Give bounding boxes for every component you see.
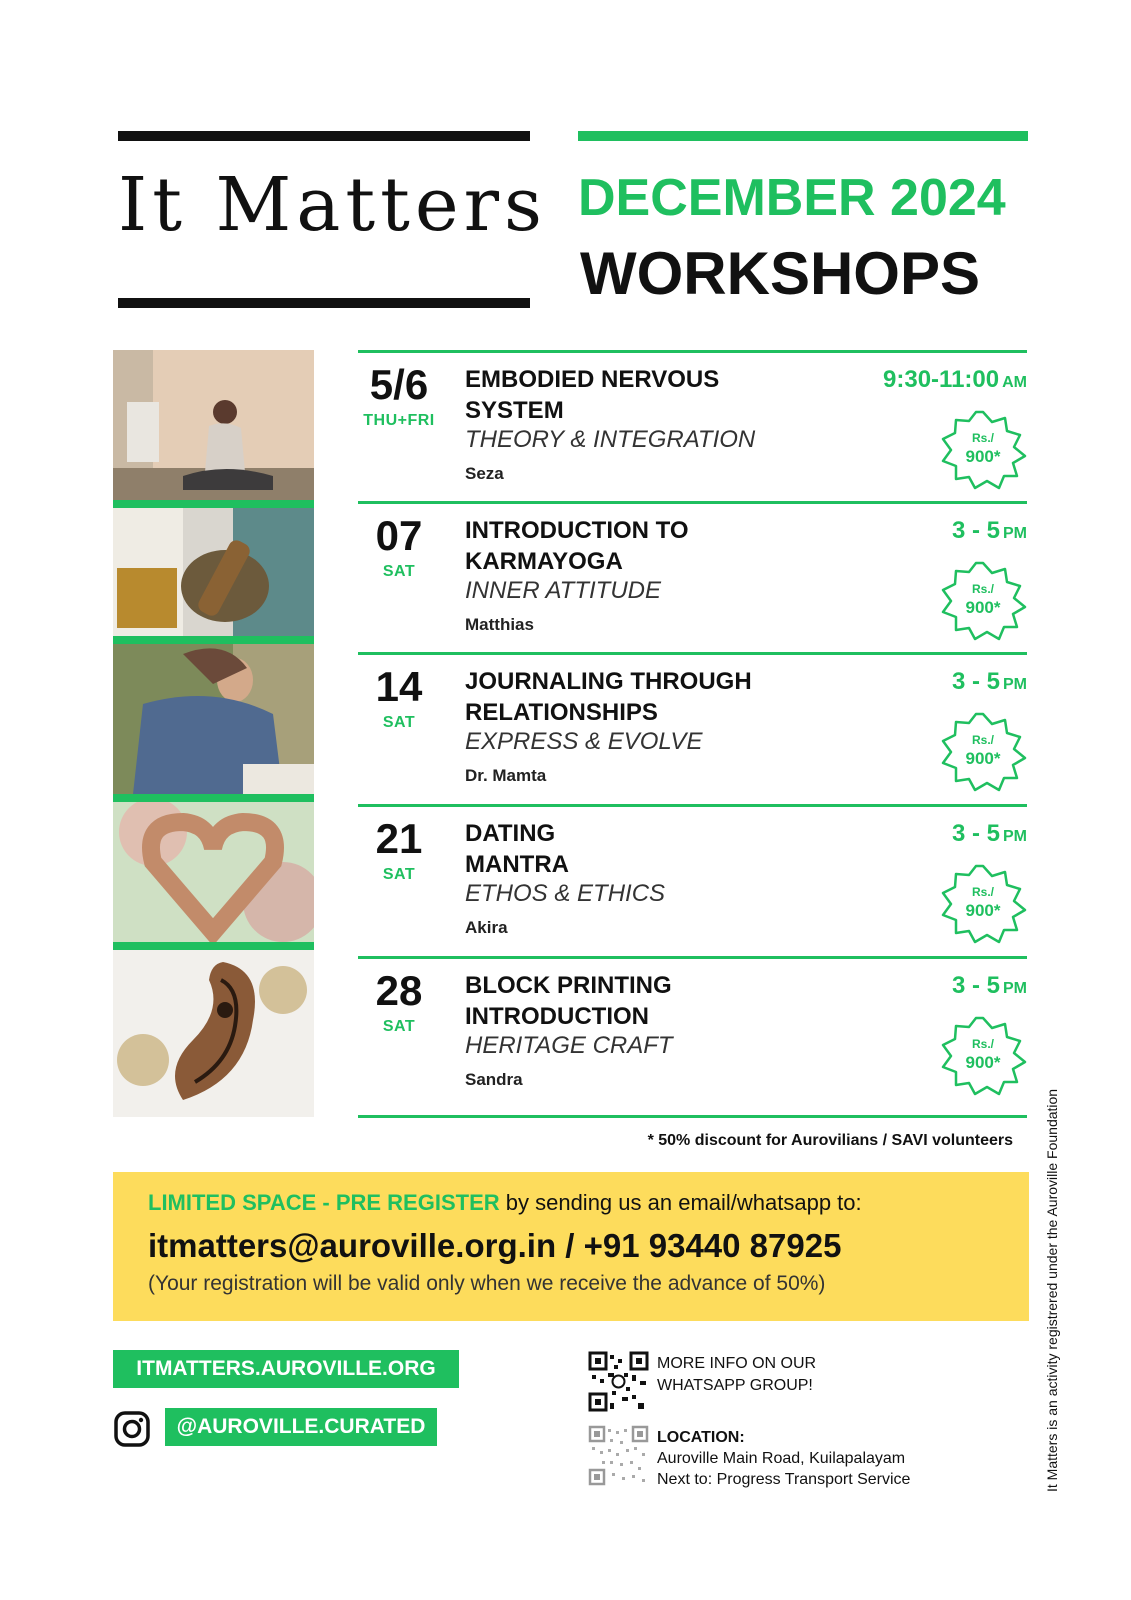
workshop-host: Seza <box>465 464 504 483</box>
workshop-subtitle: ETHOS & ETHICS <box>465 880 666 907</box>
workshop-title: JOURNALING THROUGH RELATIONSHIPS <box>465 668 752 726</box>
price-currency: Rs./ <box>971 582 994 596</box>
instagram-icon <box>113 1410 151 1448</box>
workshop-time-ampm: PM <box>1003 676 1027 693</box>
price-currency: Rs./ <box>971 885 994 899</box>
event-divider <box>358 1115 1027 1118</box>
price-badge <box>939 712 1027 792</box>
workshop-day: SAT <box>382 714 416 731</box>
photo-separator <box>113 500 314 508</box>
price-badge <box>939 864 1027 944</box>
price-currency: Rs./ <box>971 431 994 445</box>
photo-column <box>113 350 314 1117</box>
price-amount: 900* <box>965 749 1001 768</box>
registration-lead-text: by sending us an email/whatsapp to: <box>505 1190 862 1215</box>
registration-highlight: LIMITED SPACE - PRE REGISTER <box>148 1190 500 1215</box>
workshop-day: SAT <box>382 866 416 883</box>
whatsapp-info-line1: MORE INFO ON OUR <box>657 1355 817 1372</box>
workshop-title: BLOCK PRINTING INTRODUCTION <box>465 972 672 1030</box>
workshop-day: SAT <box>382 1018 416 1035</box>
photo-seza-meditation <box>113 350 314 500</box>
website-link[interactable]: ITMATTERS.AUROVILLE.ORG <box>113 1350 459 1388</box>
workshop-time-ampm: PM <box>1003 525 1027 542</box>
workshop-time <box>952 972 1027 1000</box>
workshop-subtitle: EXPRESS & EVOLVE <box>465 728 703 755</box>
workshop-host: Matthias <box>465 615 534 634</box>
price-amount: 900* <box>965 447 1001 466</box>
workshop-time-range: 3 - 5 <box>951 820 1000 847</box>
photo-heart-hands <box>113 802 314 942</box>
workshop-item <box>358 350 1027 498</box>
brand-logo-text: It Matters <box>118 162 547 248</box>
page-month: DECEMBER 2024 <box>578 169 1006 227</box>
workshop-title: INTRODUCTION TO KARMAYOGA <box>465 517 689 575</box>
registration-lead <box>148 1190 862 1216</box>
workshop-item <box>358 956 1027 1104</box>
workshop-time-range: 9:30-11:00 <box>883 366 1000 393</box>
workshop-date: 5/6 <box>369 361 429 408</box>
workshop-subtitle: INNER ATTITUDE <box>465 577 661 604</box>
workshop-time-ampm: AM <box>1002 374 1027 391</box>
header-rule-top-right <box>578 131 1028 141</box>
workshop-time-range: 3 - 5 <box>951 972 1000 999</box>
workshop-date: 21 <box>375 815 423 862</box>
workshop-day: THU+FRI <box>363 412 435 429</box>
workshop-item <box>358 804 1027 952</box>
workshop-time-ampm: PM <box>1003 828 1027 845</box>
photo-separator <box>113 942 314 950</box>
workshop-title: EMBODIED NERVOUS SYSTEM <box>465 366 720 424</box>
workshop-time <box>952 668 1027 696</box>
price-badge <box>939 1016 1027 1096</box>
instagram-handle[interactable]: @AUROVILLE.CURATED <box>165 1408 437 1446</box>
workshop-subtitle: THEORY & INTEGRATION <box>465 426 756 453</box>
photo-separator <box>113 636 314 644</box>
workshop-time <box>952 820 1027 848</box>
workshop-date: 07 <box>375 512 423 559</box>
workshop-host: Dr. Mamta <box>465 766 547 785</box>
price-amount: 900* <box>965 1053 1001 1072</box>
header-rule-bottom-left <box>118 298 530 308</box>
registration-banner <box>113 1172 1029 1321</box>
workshop-time <box>883 366 1027 394</box>
workshop-time-range: 3 - 5 <box>951 668 1000 695</box>
location-address-line2: Next to: Progress Transport Service <box>657 1471 911 1488</box>
price-currency: Rs./ <box>971 733 994 747</box>
page-title: WORKSHOPS <box>580 240 981 307</box>
workshop-date: 28 <box>375 967 423 1014</box>
price-badge <box>939 410 1027 490</box>
workshop-host: Sandra <box>465 1070 523 1089</box>
registration-contact[interactable]: itmatters@auroville.org.in / +91 93440 87925 <box>148 1227 842 1264</box>
photo-paisley-block <box>113 950 314 1117</box>
whatsapp-qr-code[interactable] <box>588 1351 649 1412</box>
photo-singing-bowl-books <box>113 508 314 636</box>
header-rule-top-left <box>118 131 530 141</box>
workshop-item <box>358 652 1027 800</box>
location-address-line1: Auroville Main Road, Kuilapalayam <box>657 1450 906 1467</box>
workshop-title: DATING MANTRA <box>465 820 569 878</box>
location-label: LOCATION: <box>657 1429 745 1446</box>
workshop-host: Akira <box>465 918 508 937</box>
price-badge <box>939 561 1027 641</box>
price-currency: Rs./ <box>971 1037 994 1051</box>
registration-note: (Your registration will be valid only when we receive the advance of 50%) <box>148 1272 826 1295</box>
discount-note: * 50% discount for Aurovilians / SAVI volunteers <box>647 1132 1013 1149</box>
price-amount: 900* <box>965 598 1001 617</box>
workshop-day: SAT <box>382 563 416 580</box>
workshop-time <box>952 517 1027 545</box>
workshop-time-ampm: PM <box>1003 980 1027 997</box>
location-qr-code[interactable] <box>588 1425 649 1486</box>
photo-journaling <box>113 644 314 794</box>
whatsapp-info-line2: WHATSAPP GROUP! <box>657 1377 813 1394</box>
workshop-item <box>358 501 1027 649</box>
workshop-time-range: 3 - 5 <box>951 517 1000 544</box>
workshop-date: 14 <box>375 663 423 710</box>
workshop-subtitle: HERITAGE CRAFT <box>465 1032 673 1059</box>
price-amount: 900* <box>965 901 1001 920</box>
photo-separator <box>113 794 314 802</box>
foundation-side-note: It Matters is an activity registrered under the Auroville Foundation <box>1044 1088 1060 1492</box>
